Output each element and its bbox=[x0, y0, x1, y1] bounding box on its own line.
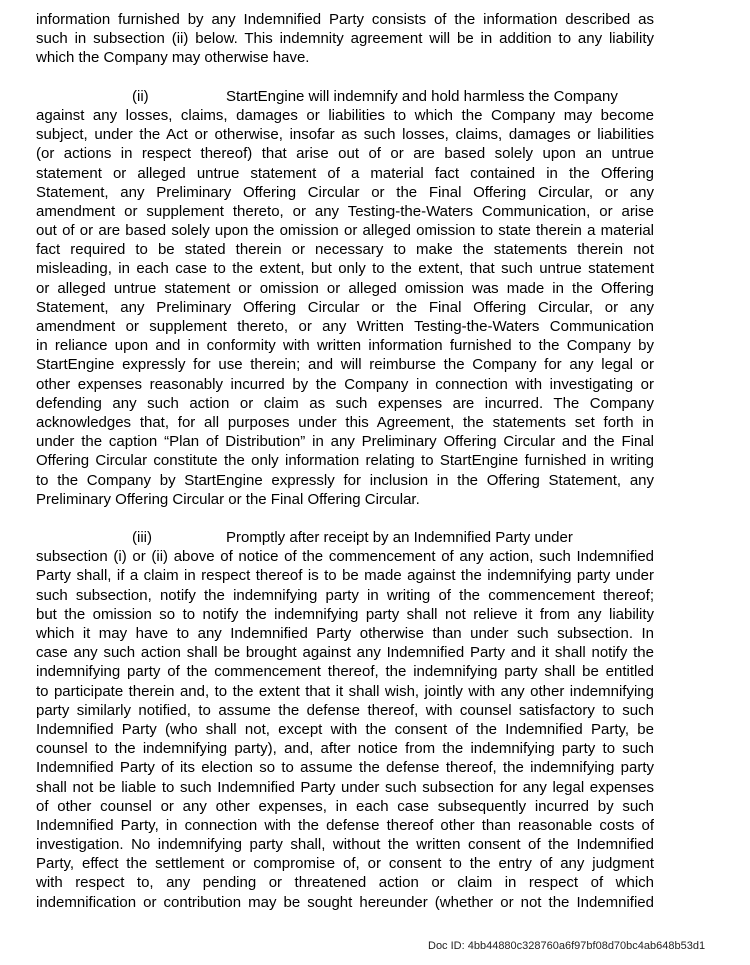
text-line: statement or alleged untrue statement of a material fact contained in the Offering bbox=[36, 164, 654, 182]
text-line: subject, under the Act or otherwise, insofar as such losses, claims, damages or liabilities bbox=[36, 126, 654, 144]
text-line: such subsection, notify the indemnifying party in writing of the commencement thereof; bbox=[36, 586, 654, 604]
text-line: indemnification or contribution may be sought hereunder (whether or not the Indemnified bbox=[36, 893, 654, 911]
text-line: Statement, any Preliminary Offering Circular or the Final Offering Circular, or any bbox=[36, 183, 654, 201]
text-line: Indemnified Party, in connection with the defense thereof other than reasonable costs of bbox=[36, 816, 654, 834]
text-line: defending any such action or claim as such expenses are incurred. The Company bbox=[36, 394, 654, 412]
text-line: in reliance upon and in conformity with written information furnished to the Company by bbox=[36, 337, 654, 355]
text-line: case any such action shall be brought against any Indemnified Party and it shall notify the bbox=[36, 644, 654, 662]
text-line: indemnifying party of the commencement thereof, the indemnifying party shall be entitled bbox=[36, 663, 654, 681]
text-line: amendment or supplement thereto, or any Written Testing-the-Waters Communication bbox=[36, 318, 654, 335]
text-line: which it may have to any Indemnified Party otherwise than under such subsection. In bbox=[36, 625, 654, 642]
text-line: against any losses, claims, damages or liabilities to which the Company may become bbox=[36, 106, 654, 124]
text-line: such in subsection (ii) below. This indemnity agreement will be in addition to any liability bbox=[36, 30, 654, 48]
text-line: subsection (i) or (ii) above of notice of the commencement of any action, such Indemnified bbox=[36, 548, 654, 566]
text-line: Party shall, if a claim in respect thereof is to be made against the indemnifying party under bbox=[36, 567, 654, 585]
text-line: party similarly notified, to assume the defense thereof, with counsel satisfactory to such bbox=[36, 701, 654, 719]
section-first-line bbox=[36, 87, 654, 106]
text-line: investigation. No indemnifying party shall, without the written consent of the Indemnified bbox=[36, 836, 654, 854]
section-first-line bbox=[36, 528, 654, 547]
text-line: acknowledges that, for all purposes under this Agreement, the statements set forth in bbox=[36, 413, 654, 431]
text-line: Indemnified Party (who shall not, except with the consent of the Indemnified Party, be bbox=[36, 720, 654, 738]
text-line: to the Company by StartEngine expressly for inclusion in the Offering Statement, any bbox=[36, 471, 654, 489]
section-lead-text: Promptly after receipt by an Indemnified Party under bbox=[226, 529, 573, 547]
doc-id-footer: Doc ID: 4bb44880c328760a6f97bf08d70bc4ab648b53d1 bbox=[428, 940, 706, 952]
text-line: information furnished by any Indemnified Party consists of the information described as bbox=[36, 11, 654, 28]
text-line: Indemnified Party of its election so to assume the defense thereof, the indemnifying party bbox=[36, 759, 654, 777]
text-line: or alleged untrue statement or omission or alleged omission was made in the Offering bbox=[36, 279, 654, 297]
text-line: of other counsel or any other expenses, in each case subsequently incurred by such bbox=[36, 797, 654, 815]
section-number: (iii) bbox=[132, 529, 152, 547]
text-line: counsel to the indemnifying party), and, after notice from the indemnifying party to such bbox=[36, 740, 654, 758]
text-line: Preliminary Offering Circular or the Final Offering Circular. bbox=[36, 490, 420, 508]
text-line: shall not be liable to such Indemnified Party under such subsection for any legal expenses bbox=[36, 778, 654, 796]
text-line: Offering Circular constitute the only information relating to StartEngine furnished in writing bbox=[36, 452, 654, 470]
text-line: (or actions in respect thereof) that arise out of or are based solely upon an untrue bbox=[36, 145, 654, 163]
text-line: Party, effect the settlement or compromise of, or consent to the entry of any judgment bbox=[36, 855, 654, 873]
text-line: to participate therein and, to the extent that it shall wish, jointly with any other indemnifying bbox=[36, 682, 654, 700]
text-line: misleading, in each case to the extent, but only to the extent, that such untrue statement bbox=[36, 260, 654, 278]
text-line: but the omission so to notify the indemnifying party shall not relieve it from any liability bbox=[36, 605, 654, 623]
text-line: fact required to be stated therein or necessary to make the statements therein not bbox=[36, 241, 654, 259]
text-line: Statement, any Preliminary Offering Circular or the Final Offering Circular, or any bbox=[36, 298, 654, 316]
section-iii-paragraph bbox=[36, 528, 654, 912]
text-line: StartEngine expressly for use therein; and will reimburse the Company for any legal or bbox=[36, 356, 654, 374]
section-lead-text: StartEngine will indemnify and hold harmless the Company bbox=[226, 87, 618, 105]
text-line: other expenses reasonably incurred by the Company in connection with investigating or bbox=[36, 375, 654, 393]
text-line: under the caption “Plan of Distribution” in any Preliminary Offering Circular and the Final bbox=[36, 433, 654, 451]
document-page bbox=[36, 10, 654, 912]
top-paragraph bbox=[36, 10, 654, 68]
text-line: out of or are based solely upon the omission or alleged omission to state therein a material bbox=[36, 222, 654, 240]
text-line: which the Company may otherwise have. bbox=[36, 49, 310, 67]
section-number: (ii) bbox=[132, 87, 149, 105]
section-ii-paragraph bbox=[36, 87, 654, 509]
text-line: amendment or supplement thereto, or any Testing-the-Waters Communication, or arise bbox=[36, 202, 654, 220]
text-line: with respect to, any pending or threatened action or claim in respect of which bbox=[36, 874, 654, 892]
